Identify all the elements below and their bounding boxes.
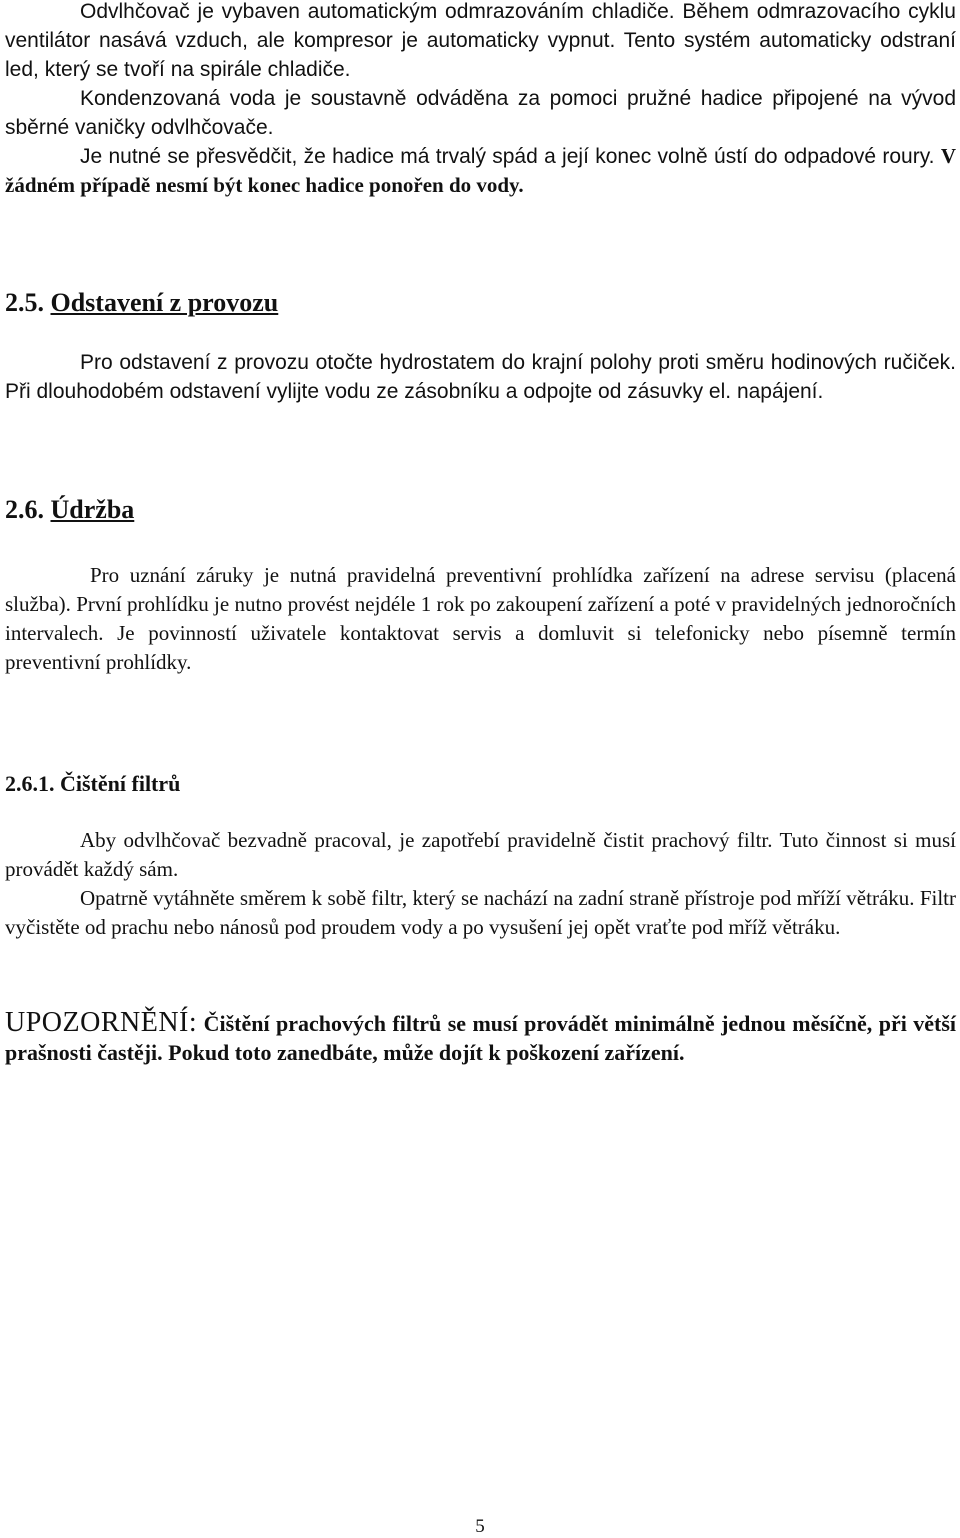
section-2-5-heading [5,288,278,318]
intro-paragraph-2: Kondenzovaná voda je soustavně odváděna za pomoci pružné hadice připojené na vývod sběrné vaničky odvlhčovače. [5,87,956,139]
page-number: 5 [475,1516,485,1537]
section-2-5-body [5,348,956,406]
section-2-5-title: Odstavení z provozu [50,288,279,317]
intro-paragraph-3-text: Je nutné se přesvědčit, že hadice má trvalý spád a její konec volně ústí do odpadové roury. [80,145,935,168]
section-2-6-1-body [5,826,956,942]
section-2-6-1-paragraph-1: Aby odvlhčovač bezvadně pracoval, je zapotřebí pravidelně čistit prachový filtr. Tuto činnost si musí provádět každý sám. [5,828,956,881]
section-2-6-1-paragraph-2: Opatrně vytáhněte směrem k sobě filtr, který se nachází na zadní straně přístroje pod mříží větráku. Filtr vyčistěte od prachu nebo nánosů pod proudem vody a po vysušení jej opět vraťte pod mříž větráku. [5,886,956,939]
section-2-5-text: Pro odstavení z provozu otočte hydrostatem do krajní polohy proti směru hodinových ručiček. Při dlouhodobém odstavení vylijte vodu ze zásobníku a odpojte od zásuvky el. napájení. [5,351,956,403]
section-2-6-title: Údržba [50,495,135,524]
section-2-6-heading [5,495,134,525]
intro-paragraph-1: Odvlhčovač je vybaven automatickým odmrazováním chladiče. Během odmrazovacího cyklu ventilátor nasává vzduch, ale kompresor je automaticky vypnut. Tento systém automaticky odstraní led, který se tvoří na spirále chladiče. [5,0,956,81]
warning-block [5,1008,956,1067]
section-2-6-body [5,561,956,677]
section-2-5-number: 2.5. [5,288,44,317]
section-2-6-number: 2.6. [5,495,44,524]
section-2-6-text: Pro uznání záruky je nutná pravidelná preventivní prohlídka zařízení na adrese servisu (placená služba). První prohlídku je nutno provést nejdéle 1 rok po zakoupení zařízení a poté v pravidelných jednoročních intervalech. Je povinností uživatele kontaktovat servis a domluvit si telefonicky nebo písemně termín preventivní prohlídky. [5,563,956,674]
intro-paragraph-3 [5,142,956,200]
warning-text: Čištění prachových filtrů se musí provádět minimálně jednou měsíčně, při větší prašnosti častěji. Pokud toto zanedbáte, může dojít k poškození zařízení. [5,1011,957,1065]
warning-label: UPOZORNĚNÍ: [5,1007,198,1038]
intro-warning-bold: V žádném případě nesmí být konec hadice ponořen do vody. [5,144,956,197]
intro-section [5,0,956,200]
warning-paragraph [5,1008,956,1067]
section-2-6-1-heading: 2.6.1. Čištění filtrů [5,771,181,796]
